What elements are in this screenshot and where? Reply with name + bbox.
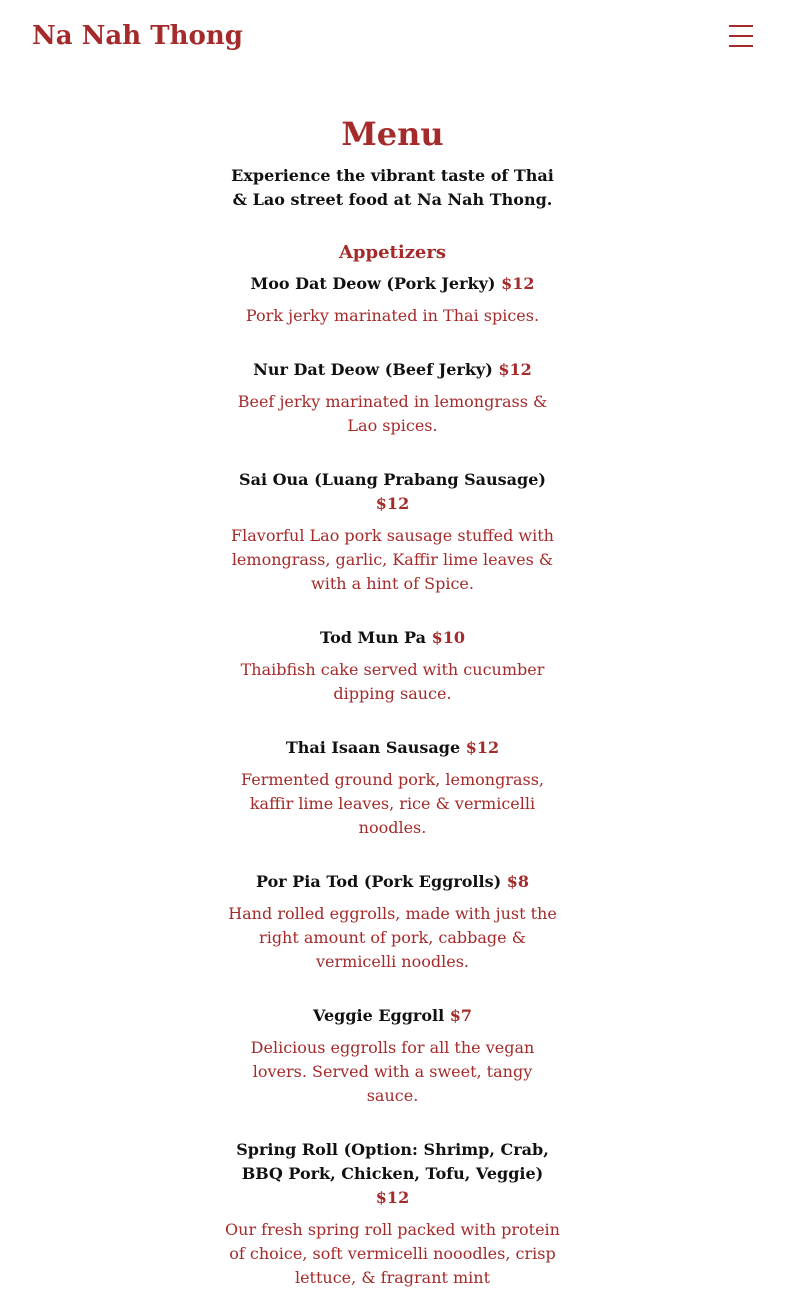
menu-item-description: Beef jerky marinated in lemongrass & Lao spices. — [237, 392, 548, 435]
menu-item-description: Hand rolled eggrolls, made with just the right amount of pork, cabbage & vermicelli noodles. — [228, 904, 557, 971]
menu-item-header — [225, 1138, 560, 1210]
menu-section-appetizers — [225, 240, 560, 1290]
menu-item-description: Thaibfish cake served with cucumber dipping sauce. — [240, 660, 545, 703]
menu-item-name: Spring Roll (Option: Shrimp, Crab, BBQ Pork, Chicken, Tofu, Veggie) — [236, 1140, 549, 1183]
hamburger-menu-icon[interactable] — [722, 20, 760, 52]
menu-item — [225, 736, 560, 840]
page-intro: Experience the vibrant taste of Thai & Lao street food at Na Nah Thong. — [231, 166, 554, 209]
hamburger-line — [729, 35, 753, 37]
menu-item-header — [225, 736, 560, 760]
hamburger-line — [729, 45, 753, 47]
menu-item-description: Our fresh spring roll packed with protein of choice, soft vermicelli nooodles, crisp lettuce, & fragrant mint — [225, 1220, 560, 1287]
menu-item-description: Fermented ground pork, lemongrass, kaffir lime leaves, rice & vermicelli noodles. — [241, 770, 544, 837]
menu-item-name: Nur Dat Deow (Beef Jerky) — [253, 360, 493, 379]
menu-item — [225, 272, 560, 328]
menu-item — [225, 626, 560, 706]
page-title: Menu — [341, 115, 444, 153]
menu-item-header — [225, 468, 560, 516]
menu-item-header — [225, 870, 560, 894]
menu-item-header — [225, 626, 560, 650]
site-logo-link[interactable]: Na Nah Thong — [32, 21, 243, 51]
menu-item — [225, 1004, 560, 1108]
menu-item — [225, 1138, 560, 1290]
menu-item — [225, 468, 560, 596]
section-title: Appetizers — [338, 242, 447, 263]
menu-item-price: $8 — [506, 872, 529, 891]
menu-item-price: $7 — [449, 1006, 472, 1025]
menu-item-name: Thai Isaan Sausage — [285, 738, 461, 757]
menu-item-name: Moo Dat Deow (Pork Jerky) — [250, 274, 496, 293]
menu-item-name: Por Pia Tod (Pork Eggrolls) — [256, 872, 502, 891]
site-header — [0, 0, 785, 72]
menu-item-description: Pork jerky marinated in Thai spices. — [245, 306, 540, 325]
menu-content — [225, 72, 560, 1290]
menu-item-name: Sai Oua (Luang Prabang Sausage) — [239, 470, 546, 489]
menu-item-description: Flavorful Lao pork sausage stuffed with lemongrass, garlic, Kaffir lime leaves & with a hint of Spice. — [231, 526, 554, 593]
menu-item-price: $12 — [375, 1188, 410, 1207]
menu-item-price: $12 — [501, 274, 535, 293]
hamburger-line — [729, 25, 753, 27]
menu-item-header — [225, 1004, 560, 1028]
menu-item-price: $12 — [465, 738, 500, 757]
menu-item-price: $10 — [431, 628, 465, 647]
menu-item-header — [225, 358, 560, 382]
menu-item-name: Veggie Eggroll — [313, 1006, 445, 1025]
menu-item-description: Delicious eggrolls for all the vegan lovers. Served with a sweet, tangy sauce. — [250, 1038, 535, 1105]
menu-item-price: $12 — [498, 360, 532, 379]
menu-item — [225, 870, 560, 974]
menu-item-name: Tod Mun Pa — [320, 628, 427, 647]
menu-item-header — [225, 272, 560, 296]
menu-item — [225, 358, 560, 438]
menu-item-price: $12 — [375, 494, 410, 513]
